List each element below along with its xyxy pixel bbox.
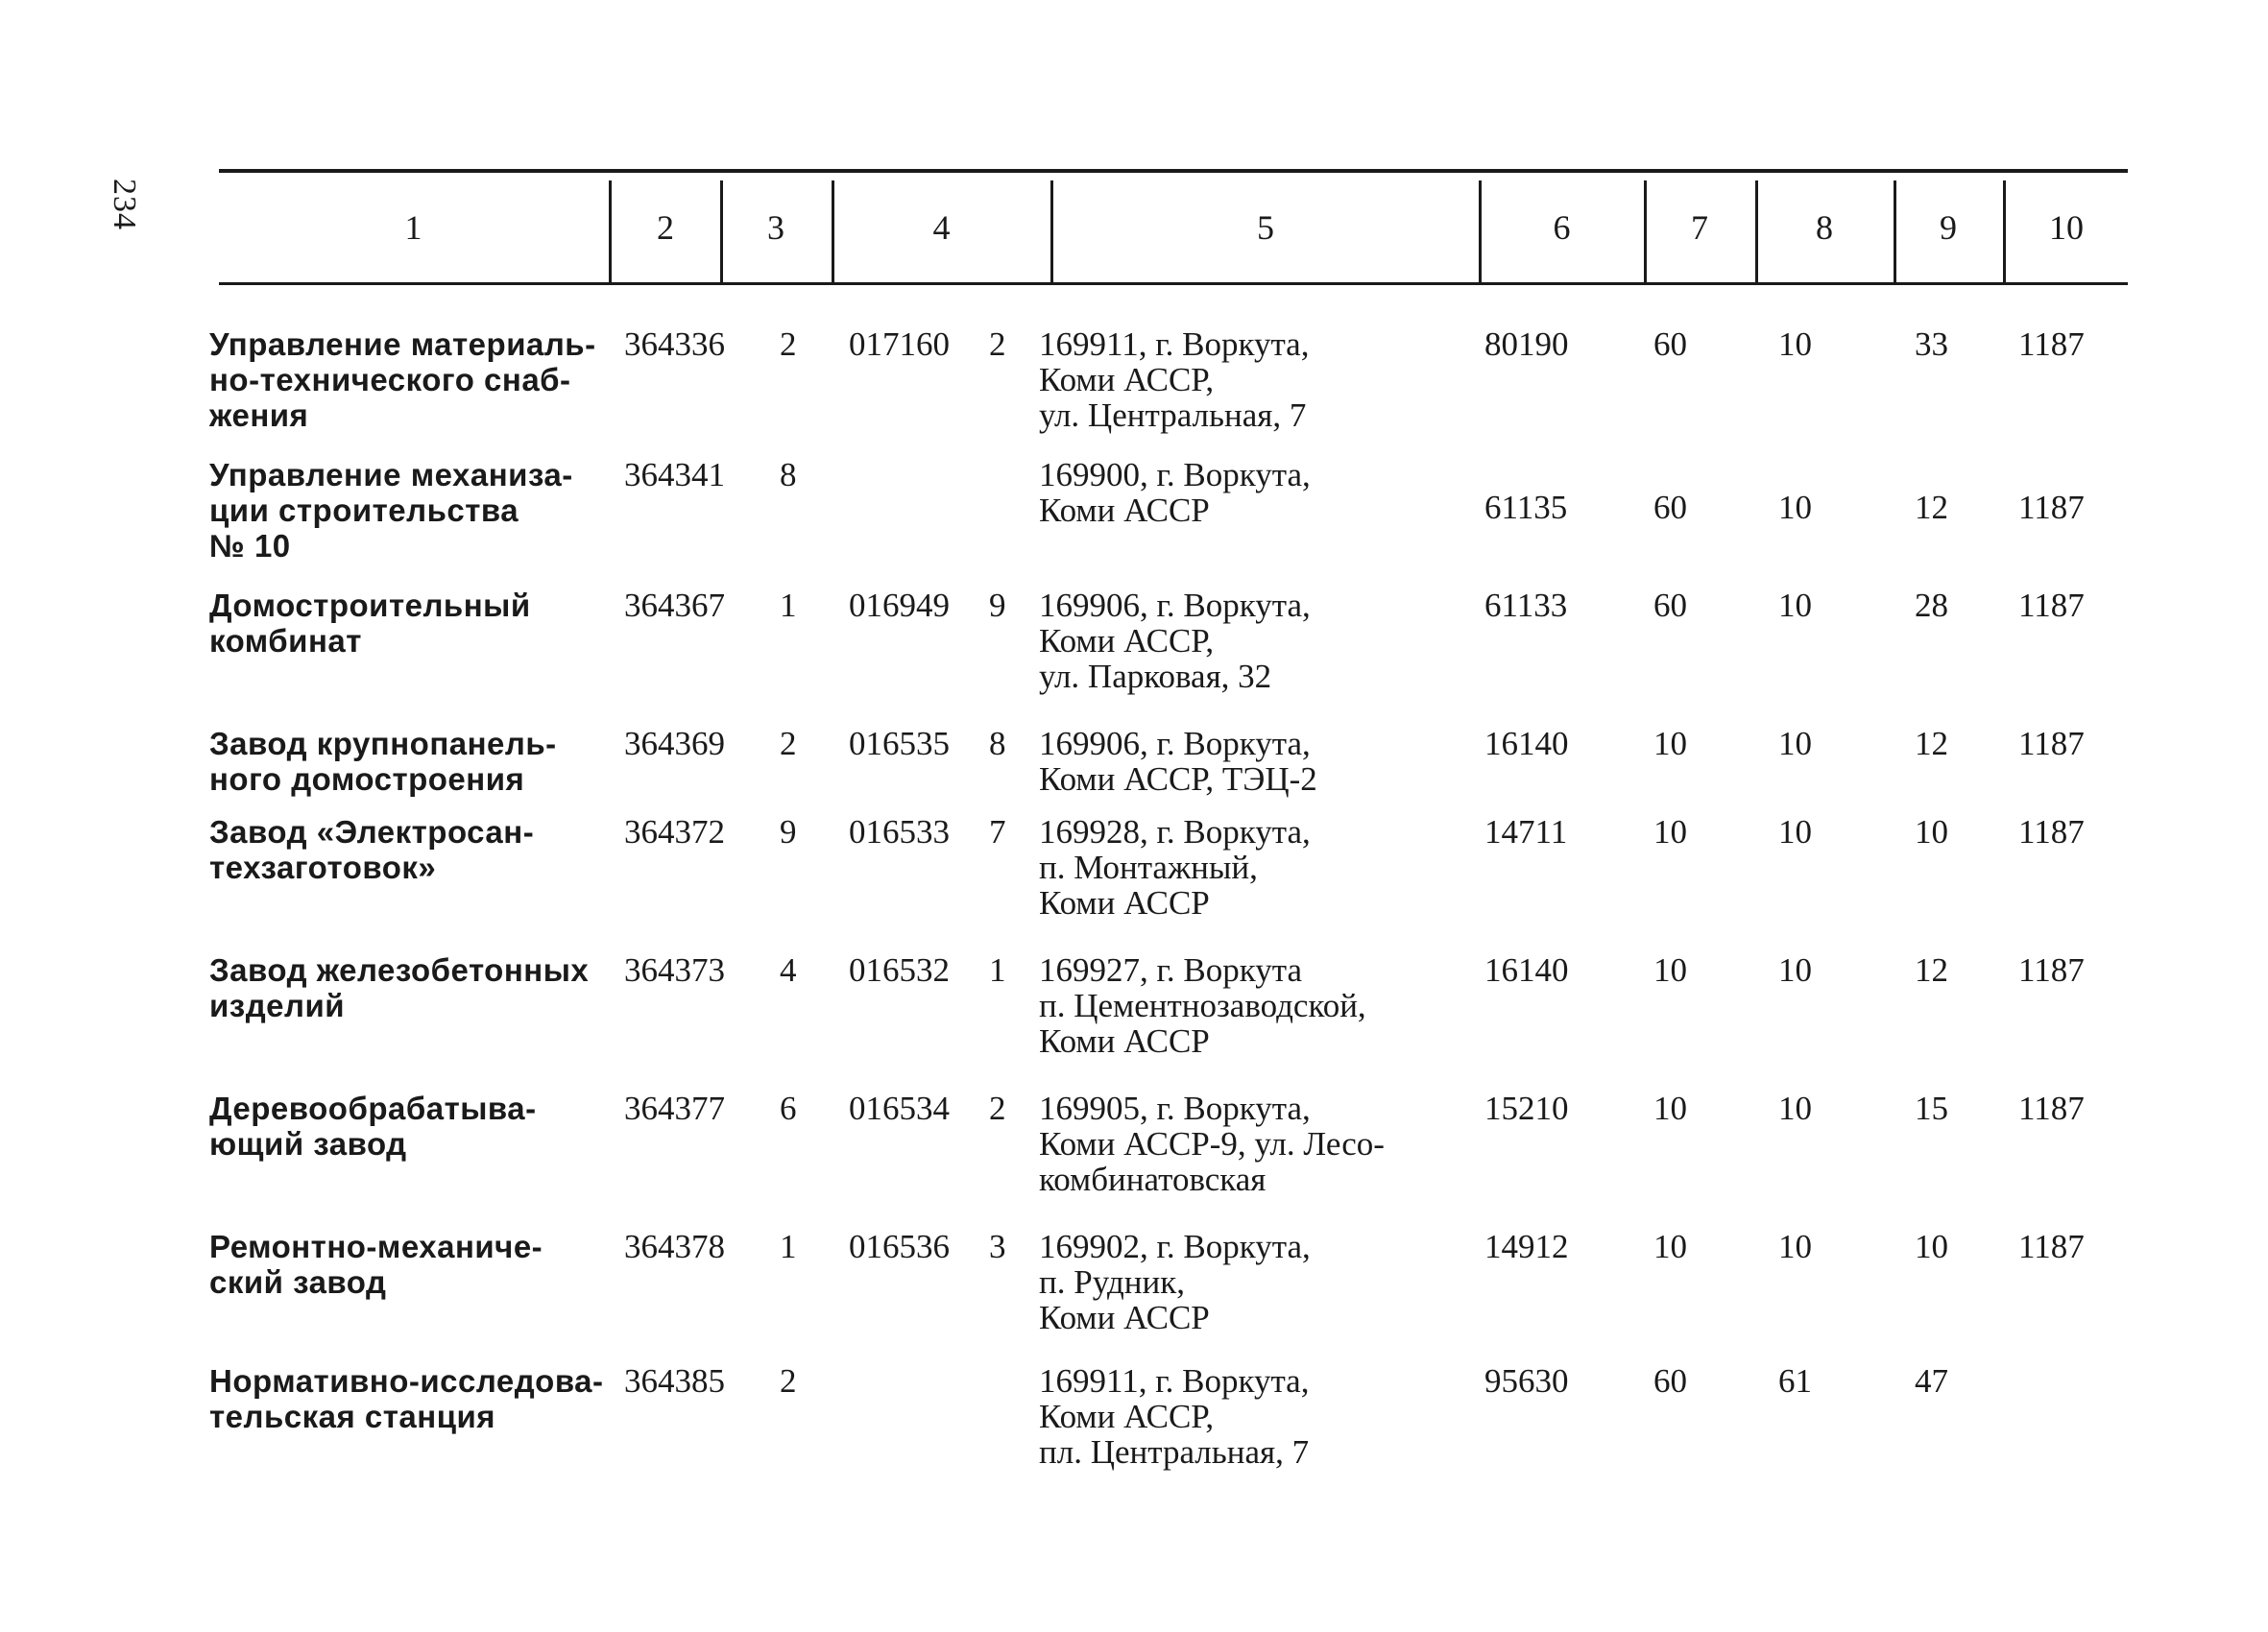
cell-c4: 016949 <box>849 587 950 624</box>
cell-c9: 12 <box>1915 489 1948 526</box>
header-col-8: 8 <box>1816 208 1833 247</box>
cell-c10: 1187 <box>2018 951 2085 989</box>
header-col-9: 9 <box>1940 208 1957 247</box>
cell-c9: 12 <box>1915 725 1948 762</box>
cell-c10: 1187 <box>2018 489 2085 526</box>
cell-c8: 10 <box>1778 951 1812 989</box>
cell-c4: 016533 <box>849 813 950 851</box>
cell-c6: 15210 <box>1484 1090 1569 1127</box>
cell-c10: 1187 <box>2018 1228 2085 1265</box>
cell-c2: 364373 <box>624 951 725 989</box>
cell-c6: 16140 <box>1484 951 1569 989</box>
cell-c7: 10 <box>1653 1090 1687 1127</box>
cell-c7: 60 <box>1653 325 1687 363</box>
cell-c4: 016534 <box>849 1090 950 1127</box>
cell-c4: 017160 <box>849 325 950 363</box>
cell-c2: 364369 <box>624 725 725 762</box>
header-col-2: 2 <box>657 208 674 247</box>
cell-c5: 169911, г. Воркута, Коми АССР, ул. Центральная, 7 <box>1039 325 1310 434</box>
cell-c3: 2 <box>780 1362 797 1400</box>
cell-c3: 8 <box>780 456 797 493</box>
cell-c6: 14912 <box>1484 1228 1569 1265</box>
cell-c6: 80190 <box>1484 325 1569 363</box>
cell-c8: 10 <box>1778 1228 1812 1265</box>
header-col-4: 4 <box>932 208 951 247</box>
cell-c2: 364341 <box>624 456 725 493</box>
cell-c2: 364372 <box>624 813 725 851</box>
cell-c1: Управление механиза- ции строительства № 10 <box>209 457 573 564</box>
cell-c7: 10 <box>1653 813 1687 851</box>
cell-c7: 60 <box>1653 1362 1687 1400</box>
cell-c6: 16140 <box>1484 725 1569 762</box>
cell-c4b: 8 <box>989 725 1006 762</box>
cell-c3: 4 <box>780 951 797 989</box>
cell-c4: 016535 <box>849 725 950 762</box>
header-col-7: 7 <box>1691 208 1708 247</box>
header-divider <box>609 180 612 282</box>
cell-c1: Завод «Электросан- техзаготовок» <box>209 814 535 885</box>
cell-c8: 61 <box>1778 1362 1812 1400</box>
cell-c2: 364385 <box>624 1362 725 1400</box>
cell-c3: 1 <box>780 587 797 624</box>
cell-c6: 61133 <box>1484 587 1568 624</box>
cell-c5: 169906, г. Воркута, Коми АССР, ТЭЦ-2 <box>1039 725 1317 798</box>
cell-c8: 10 <box>1778 325 1812 363</box>
cell-c8: 10 <box>1778 813 1812 851</box>
cell-c2: 364336 <box>624 325 725 363</box>
cell-c3: 2 <box>780 725 797 762</box>
header-col-1: 1 <box>404 208 422 247</box>
header-divider <box>720 180 723 282</box>
cell-c1: Управление материаль- но-технического снаб- жения <box>209 326 596 433</box>
cell-c5: 169928, г. Воркута, п. Монтажный, Коми АССР <box>1039 813 1311 922</box>
header-divider <box>1644 180 1647 282</box>
cell-c1: Завод железобетонных изделий <box>209 952 590 1023</box>
cell-c9: 15 <box>1915 1090 1948 1127</box>
cell-c1: Деревообрабатыва- ющий завод <box>209 1091 537 1162</box>
cell-c4: 016536 <box>849 1228 950 1265</box>
cell-c10: 1187 <box>2018 1090 2085 1127</box>
cell-c2: 364377 <box>624 1090 725 1127</box>
header-col-6: 6 <box>1553 208 1571 247</box>
cell-c5: 169902, г. Воркута, п. Рудник, Коми АССР <box>1039 1228 1311 1336</box>
cell-c6: 95630 <box>1484 1362 1569 1400</box>
cell-c5: 169906, г. Воркута, Коми АССР, ул. Парковая, 32 <box>1039 587 1311 695</box>
cell-c9: 10 <box>1915 1228 1948 1265</box>
cell-c3: 6 <box>780 1090 797 1127</box>
cell-c4b: 2 <box>989 1090 1006 1127</box>
header-divider <box>1479 180 1482 282</box>
cell-c7: 10 <box>1653 1228 1687 1265</box>
header-col-3: 3 <box>767 208 784 247</box>
cell-c3: 9 <box>780 813 797 851</box>
cell-c8: 10 <box>1778 725 1812 762</box>
header-col-10: 10 <box>2049 208 2084 247</box>
header-divider <box>1050 180 1053 282</box>
cell-c1: Ремонтно-механиче- ский завод <box>209 1229 543 1300</box>
cell-c4b: 3 <box>989 1228 1006 1265</box>
cell-c9: 12 <box>1915 951 1948 989</box>
table-header-bottom-rule <box>219 282 2128 285</box>
cell-c4b: 2 <box>989 325 1006 363</box>
cell-c9: 10 <box>1915 813 1948 851</box>
cell-c9: 33 <box>1915 325 1948 363</box>
cell-c10: 1187 <box>2018 725 2085 762</box>
cell-c4b: 7 <box>989 813 1006 851</box>
cell-c8: 10 <box>1778 587 1812 624</box>
cell-c5: 169911, г. Воркута, Коми АССР, пл. Центральная, 7 <box>1039 1362 1310 1471</box>
cell-c7: 60 <box>1653 587 1687 624</box>
cell-c2: 364378 <box>624 1228 725 1265</box>
cell-c5: 169900, г. Воркута, Коми АССР <box>1039 456 1311 529</box>
cell-c1: Домостроительный комбинат <box>209 588 531 659</box>
cell-c2: 364367 <box>624 587 725 624</box>
cell-c4: 016532 <box>849 951 950 989</box>
cell-c3: 2 <box>780 325 797 363</box>
cell-c5: 169927, г. Воркута п. Цементнозаводской, Коми АССР <box>1039 951 1366 1060</box>
cell-c7: 10 <box>1653 725 1687 762</box>
cell-c7: 10 <box>1653 951 1687 989</box>
header-divider <box>832 180 834 282</box>
cell-c6: 14711 <box>1484 813 1568 851</box>
header-divider <box>1894 180 1896 282</box>
cell-c9: 47 <box>1915 1362 1948 1400</box>
cell-c8: 10 <box>1778 489 1812 526</box>
cell-c1: Завод крупнопанель- ного домостроения <box>209 726 557 797</box>
cell-c6: 61135 <box>1484 489 1568 526</box>
cell-c4b: 9 <box>989 587 1006 624</box>
cell-c7: 60 <box>1653 489 1687 526</box>
cell-c4b: 1 <box>989 951 1006 989</box>
header-divider <box>2003 180 2006 282</box>
cell-c8: 10 <box>1778 1090 1812 1127</box>
cell-c1: Нормативно-исследова- тельская станция <box>209 1363 604 1434</box>
cell-c5: 169905, г. Воркута, Коми АССР-9, ул. Лесо- комбинатовская <box>1039 1090 1385 1198</box>
cell-c10: 1187 <box>2018 587 2085 624</box>
cell-c10: 1187 <box>2018 813 2085 851</box>
cell-c10: 1187 <box>2018 325 2085 363</box>
table-header <box>219 173 2128 282</box>
cell-c9: 28 <box>1915 587 1948 624</box>
page-number: 234 <box>107 179 142 230</box>
cell-c3: 1 <box>780 1228 797 1265</box>
header-divider <box>1755 180 1758 282</box>
header-col-5: 5 <box>1257 208 1274 247</box>
